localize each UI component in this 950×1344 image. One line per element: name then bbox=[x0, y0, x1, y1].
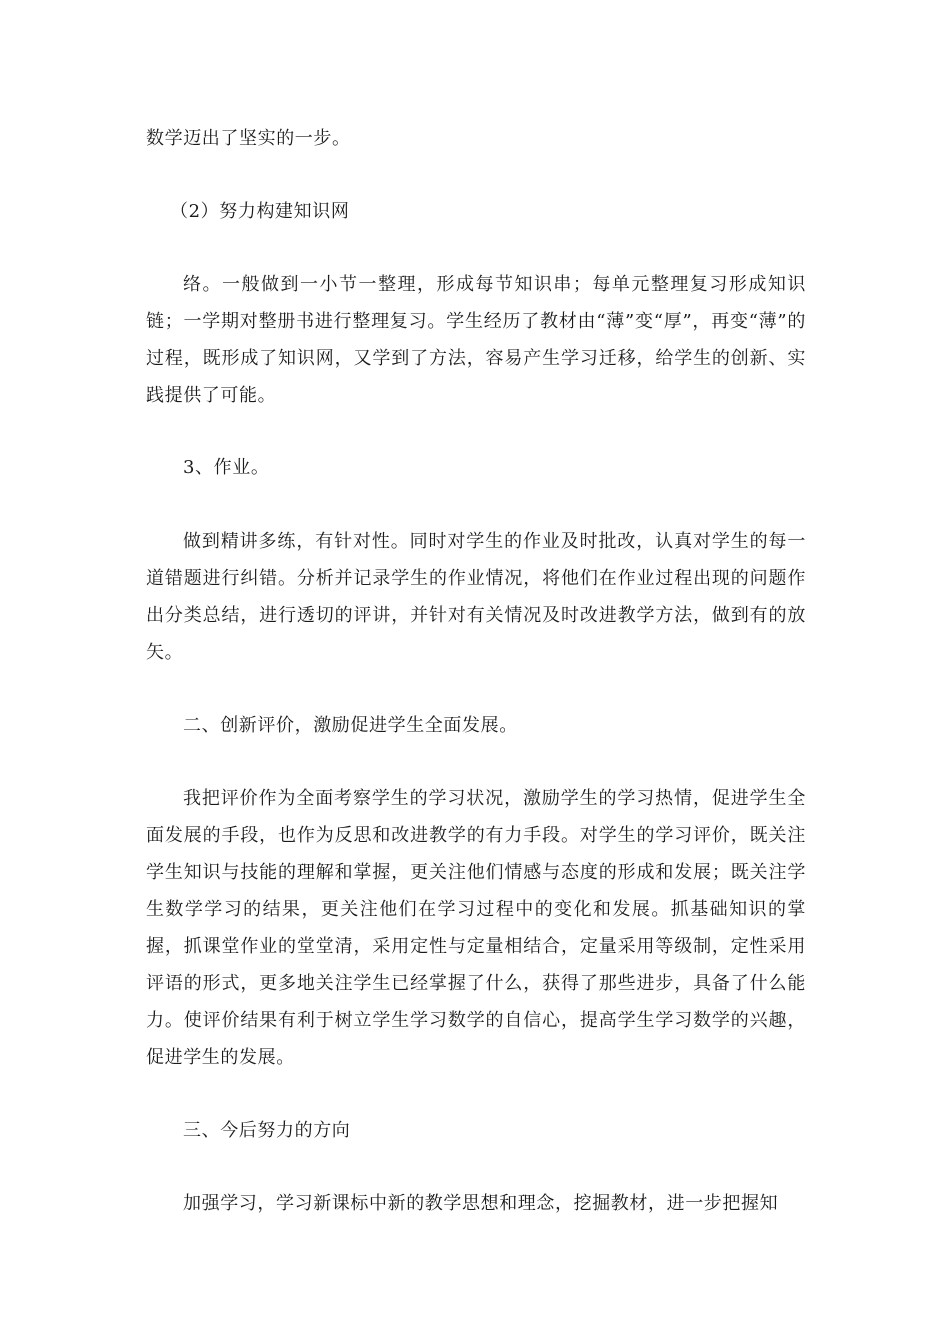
paragraph-evaluation: 我把评价作为全面考察学生的学习状况，激励学生的学习热情，促进学生全面发展的手段，也作为反思和改进教学的有力手段。对学生的学习评价，既关注学生知识与技能的理解和掌握，更关注他们情感与态度的形成和发展；既关注学生数学学习的结果，更关注他们在学习过程中的变化和发展。抓基础知识的掌握，抓课堂作业的堂堂清，采用定性与定量相结合，定量采用等级制，定性采用评语的形式，更多地关注学生已经掌握了什么，获得了那些进步，具备了什么能力。使评价结果有利于树立学生学习数学的自信心，提高学生学习数学的兴趣，促进学生的发展。 bbox=[146, 788, 806, 1068]
heading-evaluation: 二、创新评价，激励促进学生全面发展。 bbox=[183, 715, 518, 736]
paragraph-future: 加强学习，学习新课标中新的教学思想和理念，挖掘教材，进一步把握知 bbox=[183, 1193, 779, 1214]
heading-knowledge-net: （2）努力构建知识网 bbox=[170, 201, 350, 222]
paragraph-knowledge-net: 络。一般做到一小节一整理，形成每节知识串；每单元整理复习形成知识链；一学期对整册书进行整理复习。学生经历了教材由“薄”变“厚”，再变“薄”的过程，既形成了知识网，又学到了方法，容易产生学习迁移，给学生的创新、实践提供了可能。 bbox=[146, 274, 806, 406]
heading-homework: 3、作业。 bbox=[183, 457, 270, 478]
paragraph-intro-tail: 数学迈出了坚实的一步。 bbox=[146, 128, 351, 149]
heading-future: 三、今后努力的方向 bbox=[183, 1120, 351, 1141]
paragraph-homework: 做到精讲多练，有针对性。同时对学生的作业及时批改，认真对学生的每一道错题进行纠错。分析并记录学生的作业情况，将他们在作业过程出现的问题作出分类总结，进行透切的评讲，并针对有关情况及时改进教学方法，做到有的放矢。 bbox=[146, 531, 806, 663]
